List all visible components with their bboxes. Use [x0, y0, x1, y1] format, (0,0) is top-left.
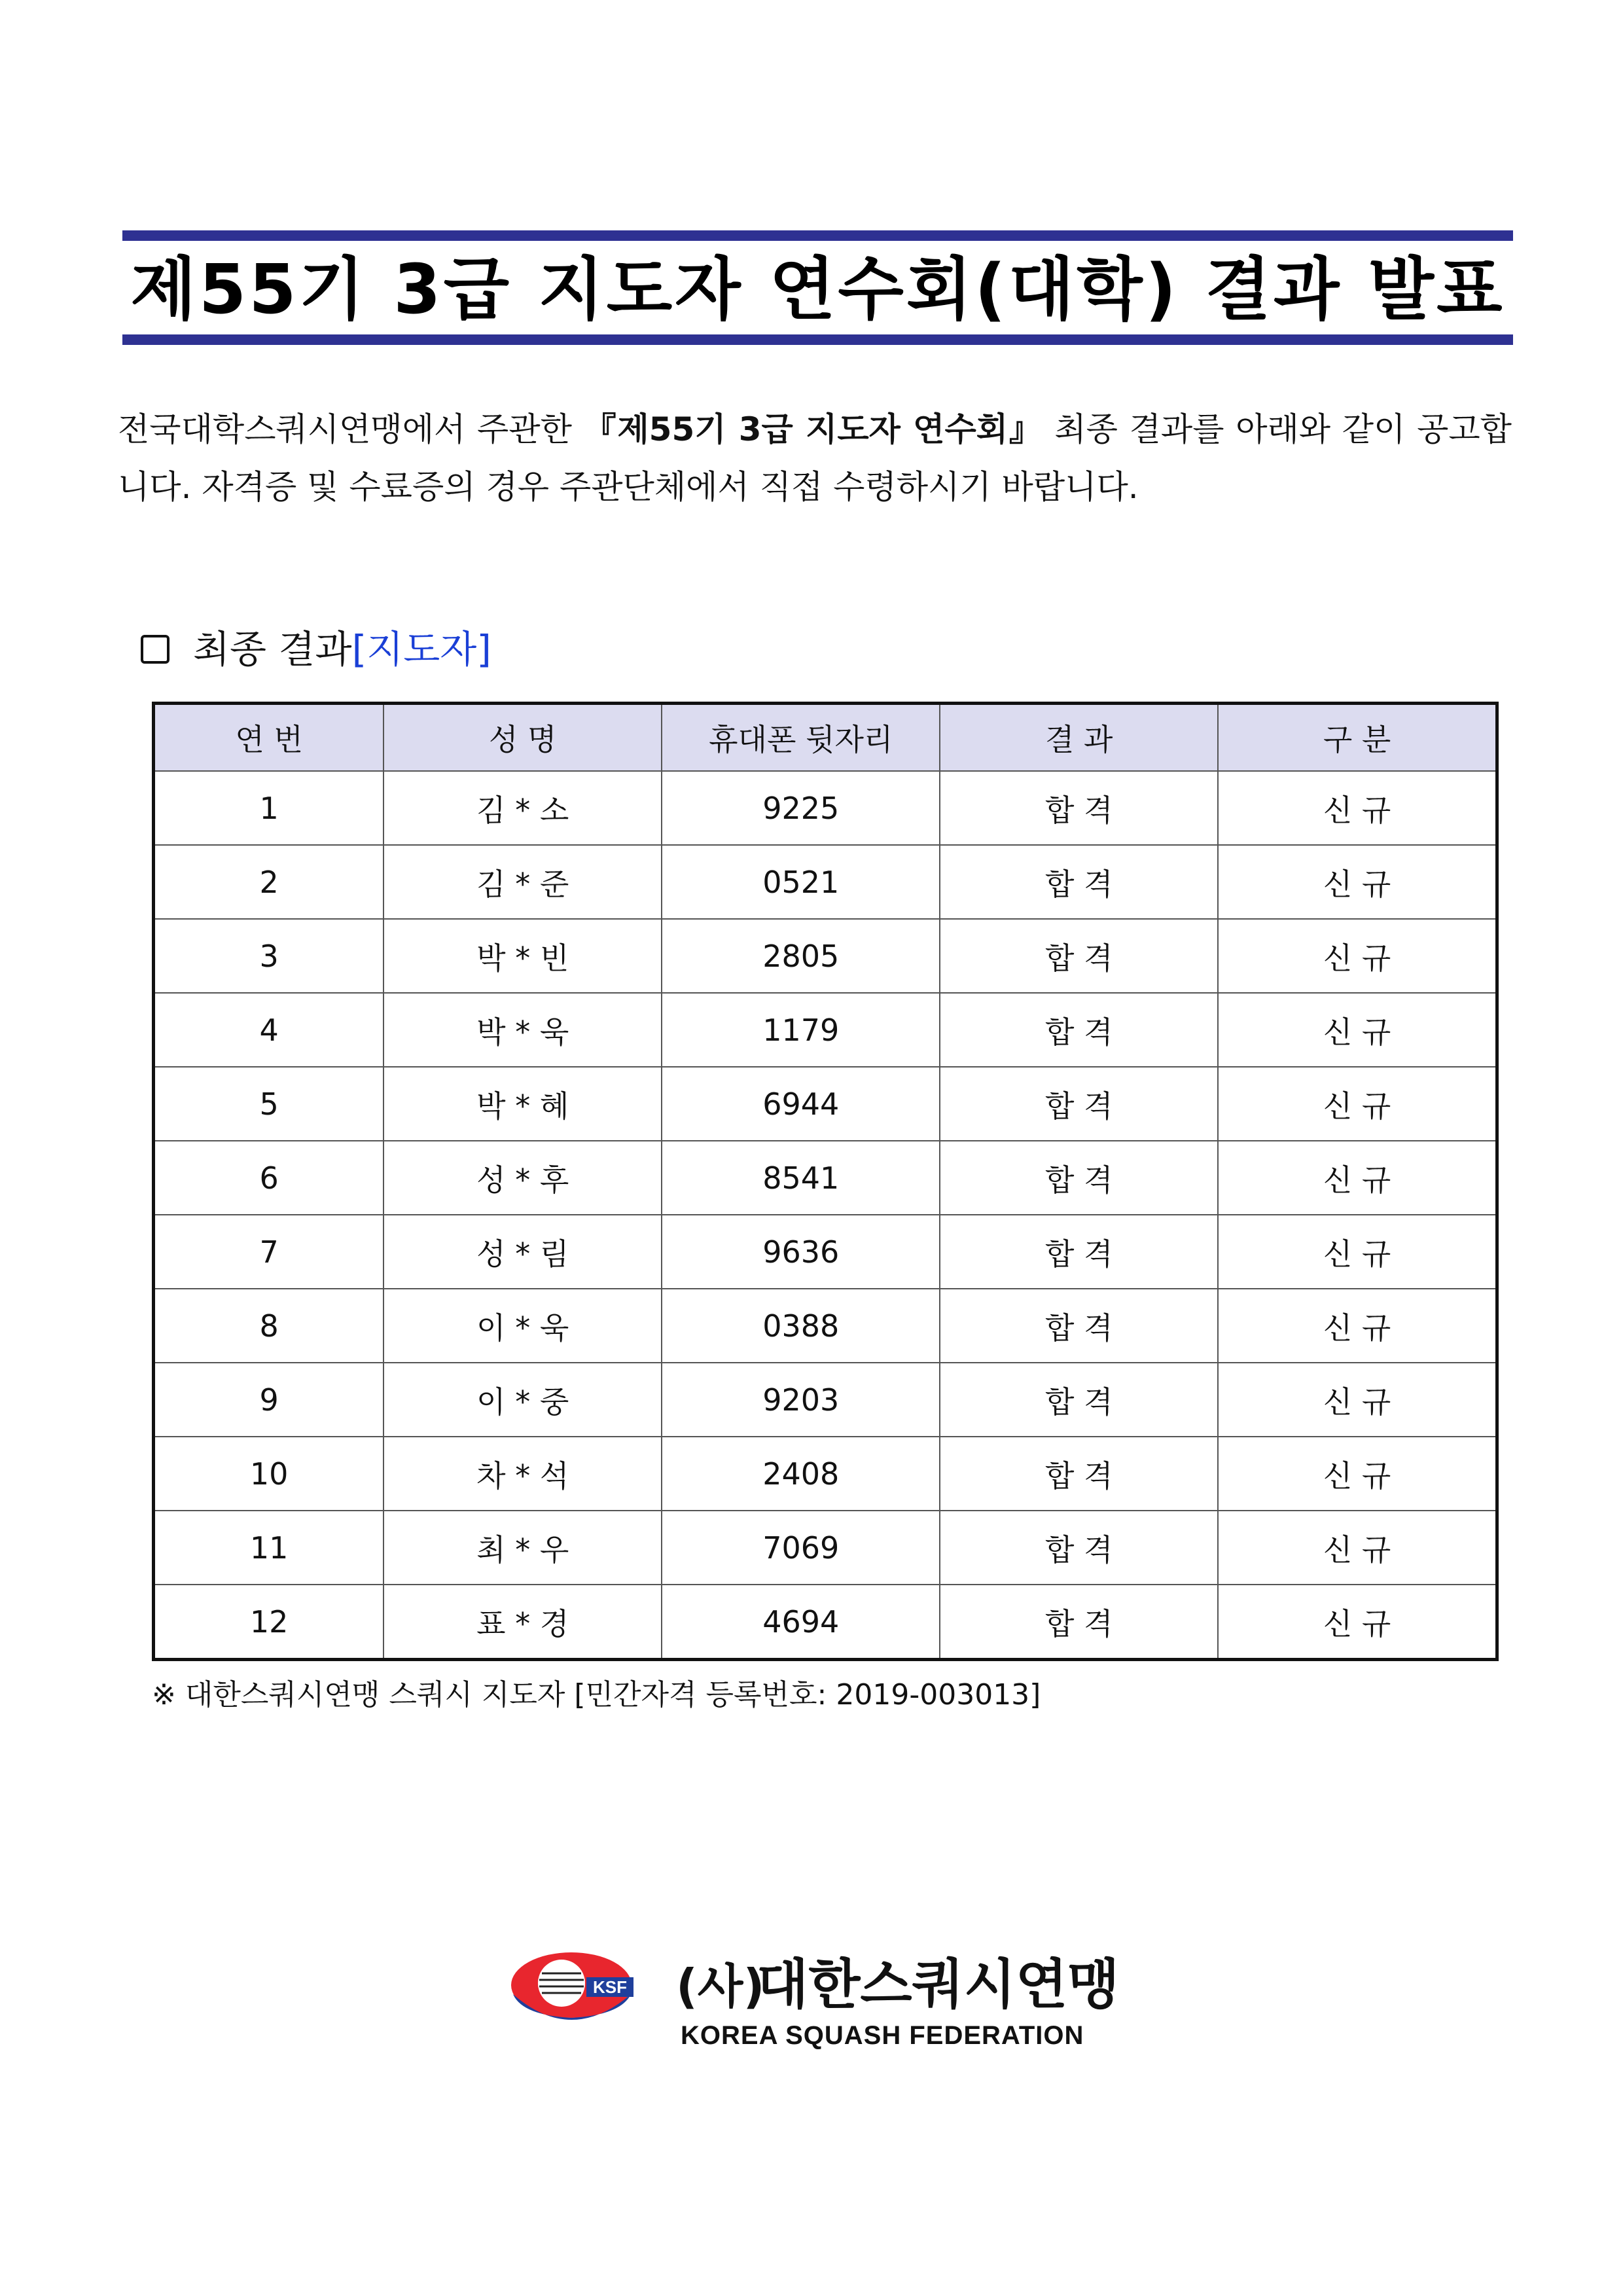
cell-category: 신 규	[1218, 771, 1497, 845]
cell-name: 이 * 중	[383, 1363, 662, 1437]
cell-phone: 9203	[662, 1363, 940, 1437]
cell-category: 신 규	[1218, 993, 1497, 1067]
table-row	[154, 771, 1497, 845]
cell-number: 9	[154, 1363, 384, 1437]
cell-name: 최 * 우	[383, 1511, 662, 1585]
cell-number: 8	[154, 1289, 384, 1363]
cell-name: 박 * 빈	[383, 919, 662, 993]
table-row	[154, 1363, 1497, 1437]
header-name: 성 명	[383, 704, 662, 772]
cell-category: 신 규	[1218, 1363, 1497, 1437]
table-row	[154, 1585, 1497, 1660]
cell-name: 박 * 욱	[383, 993, 662, 1067]
logo-ball	[538, 1960, 585, 2007]
header-number: 연 번	[154, 704, 384, 772]
logo-name: 대한스쿼시연맹	[757, 1954, 1120, 2016]
cell-category: 신 규	[1218, 1437, 1497, 1511]
cell-number: 5	[154, 1067, 384, 1141]
cell-result: 합 격	[940, 1215, 1218, 1289]
cell-number: 1	[154, 771, 384, 845]
cell-category: 신 규	[1218, 1067, 1497, 1141]
header-category: 구 분	[1218, 704, 1497, 772]
page-title: 제55기 3급 지도자 연수회(대학) 결과 발표	[130, 249, 1505, 329]
logo-english: KOREA SQUASH FEDERATION	[681, 2021, 1084, 2050]
table-row	[154, 1067, 1497, 1141]
cell-result: 합 격	[940, 1511, 1218, 1585]
ksf-logo	[509, 1947, 1137, 2052]
cell-name: 차 * 석	[383, 1437, 662, 1511]
cell-phone: 8541	[662, 1141, 940, 1215]
cell-phone: 9225	[662, 771, 940, 845]
cell-phone: 6944	[662, 1067, 940, 1141]
cell-category: 신 규	[1218, 845, 1497, 919]
cell-name: 표 * 경	[383, 1585, 662, 1660]
cell-number: 7	[154, 1215, 384, 1289]
intro-text-1: 전국대학스쿼시연맹에서 주관한	[118, 410, 584, 448]
cell-number: 11	[154, 1511, 384, 1585]
cell-number: 2	[154, 845, 384, 919]
cell-result: 합 격	[940, 1141, 1218, 1215]
cell-category: 신 규	[1218, 1141, 1497, 1215]
cell-phone: 9636	[662, 1215, 940, 1289]
cell-result: 합 격	[940, 919, 1218, 993]
cell-number: 3	[154, 919, 384, 993]
cell-number: 10	[154, 1437, 384, 1511]
table-row	[154, 845, 1497, 919]
table-row	[154, 1437, 1497, 1511]
cell-result: 합 격	[940, 1437, 1218, 1511]
cell-result: 합 격	[940, 1067, 1218, 1141]
section-accent: [지도자]	[351, 627, 491, 672]
cell-phone: 4694	[662, 1585, 940, 1660]
cell-result: 합 격	[940, 845, 1218, 919]
cell-phone: 2408	[662, 1437, 940, 1511]
title-rule-top	[122, 230, 1513, 241]
checkbox-icon	[141, 635, 169, 664]
logo-badge: KSF	[593, 1977, 627, 1997]
cell-category: 신 규	[1218, 919, 1497, 993]
table-row	[154, 1289, 1497, 1363]
cell-category: 신 규	[1218, 1289, 1497, 1363]
cell-phone: 1179	[662, 993, 940, 1067]
table-row	[154, 919, 1497, 993]
cell-result: 합 격	[940, 1363, 1218, 1437]
table-row	[154, 1511, 1497, 1585]
cell-phone: 7069	[662, 1511, 940, 1585]
cell-name: 박 * 혜	[383, 1067, 662, 1141]
title-rule-bottom	[122, 334, 1513, 345]
cell-name: 김 * 소	[383, 771, 662, 845]
section-label: 최종 결과	[193, 627, 352, 672]
table-header-row	[154, 704, 1497, 772]
results-table	[152, 702, 1499, 1661]
cell-category: 신 규	[1218, 1585, 1497, 1660]
header-result: 결 과	[940, 704, 1218, 772]
cell-category: 신 규	[1218, 1215, 1497, 1289]
cell-number: 12	[154, 1585, 384, 1660]
cell-result: 합 격	[940, 1289, 1218, 1363]
cell-name: 성 * 림	[383, 1215, 662, 1289]
cell-phone: 0521	[662, 845, 940, 919]
intro-emphasis: 『제55기 3급 지도자 연수회』	[583, 410, 1043, 448]
cell-name: 김 * 준	[383, 845, 662, 919]
cell-phone: 0388	[662, 1289, 940, 1363]
header-phone: 휴대폰 뒷자리	[662, 704, 940, 772]
table-row	[154, 1141, 1497, 1215]
table-row	[154, 1215, 1497, 1289]
cell-name: 이 * 욱	[383, 1289, 662, 1363]
section-heading	[141, 623, 491, 675]
logo-name-prefix: (사)	[676, 1959, 765, 2014]
intro-paragraph	[118, 401, 1512, 516]
cell-result: 합 격	[940, 771, 1218, 845]
cell-result: 합 격	[940, 993, 1218, 1067]
cell-result: 합 격	[940, 1585, 1218, 1660]
cell-category: 신 규	[1218, 1511, 1497, 1585]
cell-phone: 2805	[662, 919, 940, 993]
cell-number: 4	[154, 993, 384, 1067]
footnote: ※ 대한스쿼시연맹 스쿼시 지도자 [민간자격 등록번호: 2019-003013]	[152, 1678, 1041, 1712]
cell-number: 6	[154, 1141, 384, 1215]
cell-name: 성 * 후	[383, 1141, 662, 1215]
intro-text-2: 최종 결과를 아래와 같이 공고합니다. 자격증 및 수료증의 경우 주관단체에서 직접 수령하시기 바랍니다.	[118, 410, 1512, 506]
table-row	[154, 993, 1497, 1067]
